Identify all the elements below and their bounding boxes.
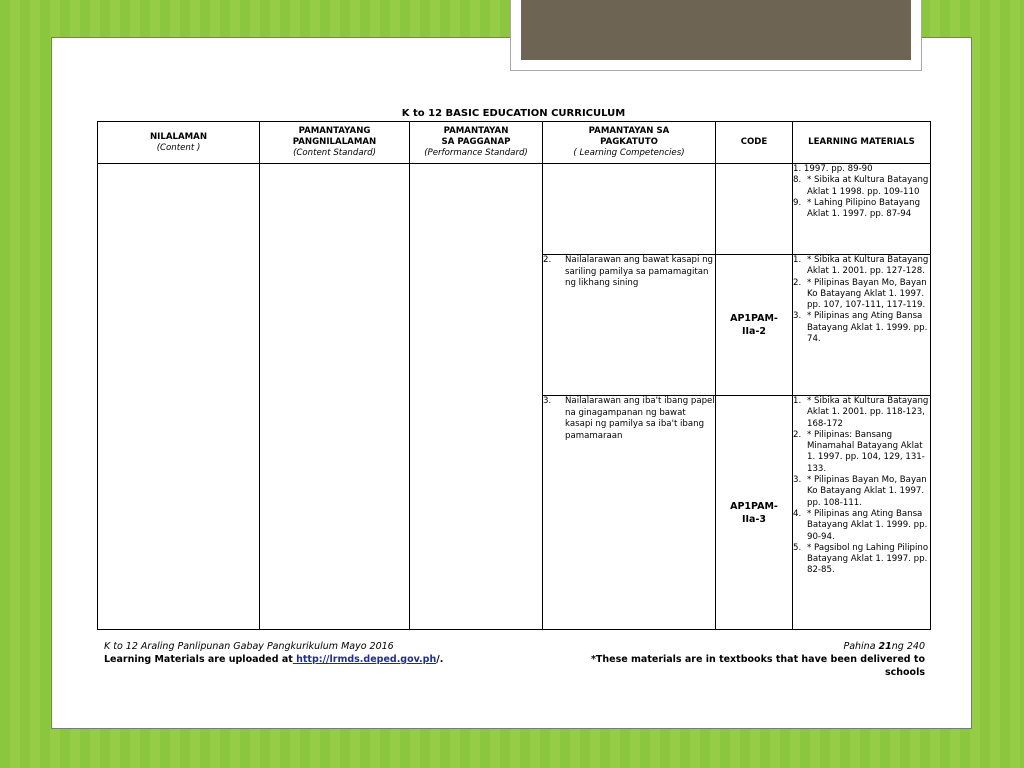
header-code: CODE: [716, 122, 793, 164]
list-item: 2. * Pilipinas Bayan Mo, Bayan Ko Batayang Aklat 1. 1997. pp. 107, 107-111, 117-119.: [793, 277, 927, 311]
list-item: 1. 1997. pp. 89-90: [793, 164, 873, 174]
cell-materials: [793, 164, 931, 255]
list-item: 8. * Sibika at Kultura Batayang Aklat 1 1998. pp. 109-110: [793, 175, 929, 197]
cell-performance-standard: [410, 164, 543, 630]
list-item: 1. * Sibika at Kultura Batayang Aklat 1. 2001. pp. 118-123, 168-172: [793, 396, 929, 429]
table-header-row: [98, 122, 931, 164]
cell-materials: [793, 255, 931, 396]
slide-title-placeholder: [510, 0, 922, 71]
table-row: [98, 164, 931, 255]
header-pamantayan-sa-pagkatuto: PAMANTAYAN SA PAGKATUTO ( Learning Competencies): [543, 122, 716, 164]
cell-competency: 3. Nailalarawan ang iba't ibang papel na ginagampanan ng bawat kasapi ng pamilya sa iba't ibang pamamaraan: [543, 396, 716, 630]
list-item: 5. * Pagsibol ng Lahing Pilipino Batayang Aklat 1. 1997. pp. 82-85.: [793, 542, 929, 576]
footer-right: [560, 640, 925, 679]
header-pamantayang-pangnilalaman: PAMANTAYANG PANGNILALAMAN (Content Standard): [260, 122, 410, 164]
cell-competency: [543, 164, 716, 255]
curriculum-table: [97, 121, 931, 630]
lrmds-link[interactable]: http://lrmds.deped.gov.ph: [292, 654, 437, 665]
document-title: K to 12 BASIC EDUCATION CURRICULUM: [401, 108, 626, 119]
upload-text: Learning Materials are uploaded at: [104, 654, 293, 665]
cell-code: AP1PAM- IIa-2: [716, 255, 793, 396]
header-learning-materials: LEARNING MATERIALS: [793, 122, 931, 164]
header-nilalaman: NILALAMAN (Content ): [98, 122, 260, 164]
cell-competency: 2. Nailalarawan ang bawat kasapi ng sariling pamilya sa pamamagitan ng likhang sining: [543, 255, 716, 396]
cell-nilalaman: [98, 164, 260, 630]
curriculum-guide-label: K to 12 Araling Panlipunan Gabay Pangkurikulum Mayo 2016: [104, 641, 394, 652]
header-pamantayan-sa-pagganap: PAMANTAYAN SA PAGGANAP (Performance Standard): [410, 122, 543, 164]
list-item: 4. * Pilipinas ang Ating Bansa Batayang Aklat 1. 1999. pp. 90-94.: [793, 508, 928, 542]
textbook-note: *These materials are in textbooks that have been delivered to schools: [590, 654, 925, 678]
cell-content-standard: [260, 164, 410, 630]
cell-materials: [793, 396, 931, 630]
list-item: 2. * Pilipinas: Bansang Minamahal Batayang Aklat 1. 1997. pp. 104, 129, 131-133.: [793, 429, 925, 474]
upload-end: /.: [436, 654, 444, 665]
list-item: 1. * Sibika at Kultura Batayang Aklat 1. 2001. pp. 127-128.: [793, 255, 929, 277]
cell-code: [716, 164, 793, 255]
list-item: 3. * Pilipinas ang Ating Bansa Batayang Aklat 1. 1999. pp. 74.: [793, 311, 928, 345]
title-placeholder-fill: [521, 0, 911, 60]
list-item: 3. * Pilipinas Bayan Mo, Bayan Ko Batayang Aklat 1. 1997. pp. 108-111.: [793, 475, 927, 508]
page-number: Pahina 21ng 240: [843, 641, 925, 652]
cell-code: AP1PAM- IIa-3: [716, 396, 793, 630]
list-item: 9. * Lahing Pilipino Batayang Aklat 1. 1997. pp. 87-94: [793, 197, 921, 220]
footer-left: [104, 640, 443, 666]
